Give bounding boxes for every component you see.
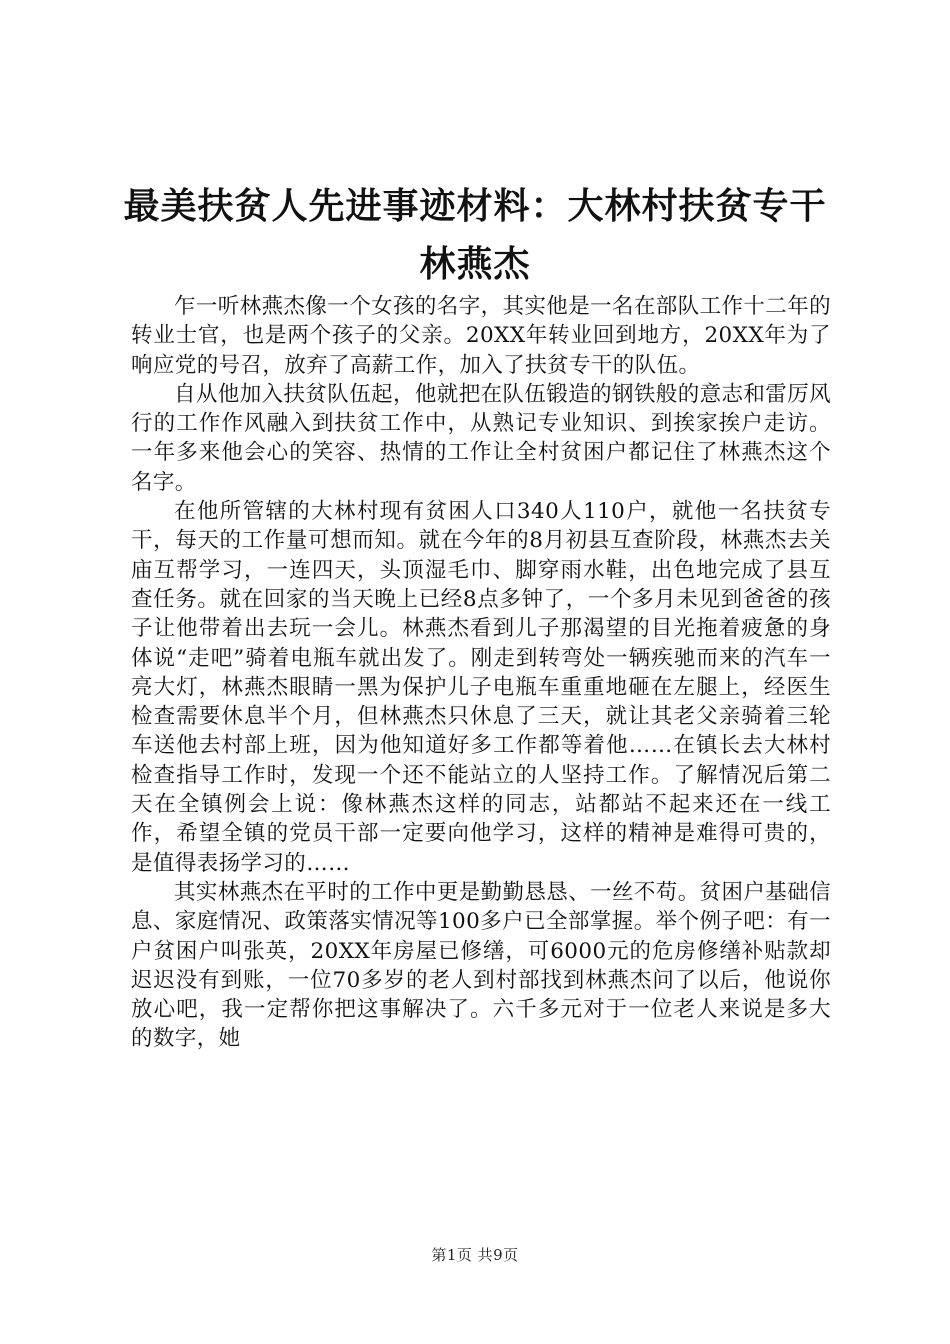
paragraph: 其实林燕杰在平时的工作中更是勤勤恳恳、一丝不苟。贫困户基础信息、家庭情况、政策落实情况等100多户已全部掌握。举个例子吧：有一户贫困户叫张英，20XX年房屋已修缮，可6000元的危房修缮补贴款却迟迟没有到账，一位70多岁的老人到村部找到林燕杰问了以后，他说你放心吧，我一定帮你把这事解决了。六千多元对于一位老人来说是多大的数字，她 xyxy=(131,879,832,1052)
document-body xyxy=(131,292,831,1054)
document-title: 最美扶贫人先进事迹材料：大林村扶贫专干林燕杰 xyxy=(123,186,827,285)
page-number: 第1页 共9页 xyxy=(431,1246,519,1264)
paragraph: 自从他加入扶贫队伍起，他就把在队伍锻造的钢铁般的意志和雷厉风行的工作作风融入到扶贫工作中，从熟记专业知识、到挨家挨户走访。一年多来他会心的笑容、热情的工作让全村贫困户都记住了林燕杰这个名字。 xyxy=(131,381,832,495)
paragraph: 在他所管辖的大林村现有贫困人口340人110户，就他一名扶贫专干，每天的工作量可想而知。就在今年的8月初县互查阶段，林燕杰去关庙互帮学习，一连四天，头顶湿毛巾、脚穿雨水鞋，出色地完成了县互查任务。就在回家的当天晚上已经8点多钟了，一个多月未见到爸爸的孩子让他带着出去玩一会儿。林燕杰看到儿子那渴望的目光拖着疲惫的身体说“走吧”骑着电瓶车就出发了。刚走到转弯处一辆疾驰而来的汽车一亮大灯，林燕杰眼睛一黑为保护儿子电瓶车重重地砸在左腿上，经医生检查需要休息半个月，但林燕杰只休息了三天，就让其老父亲骑着三轮车送他去村部上班，因为他知道好多工作都等着他……在镇长去大林村检查指导工作时，发现一个还不能站立的人坚持工作。了解情况后第二天在全镇例会上说：像林燕杰这样的同志，站都站不起来还在一线工作，希望全镇的党员干部一定要向他学习，这样的精神是难得可贵的，是值得表扬学习的…… xyxy=(131,499,831,876)
paragraph: 乍一听林燕杰像一个女孩的名字，其实他是一名在部队工作十二年的转业士官，也是两个孩子的父亲。20XX年转业回到地方，20XX年为了响应党的号召，放弃了高薪工作，加入了扶贫专干的队伍。 xyxy=(131,294,832,378)
